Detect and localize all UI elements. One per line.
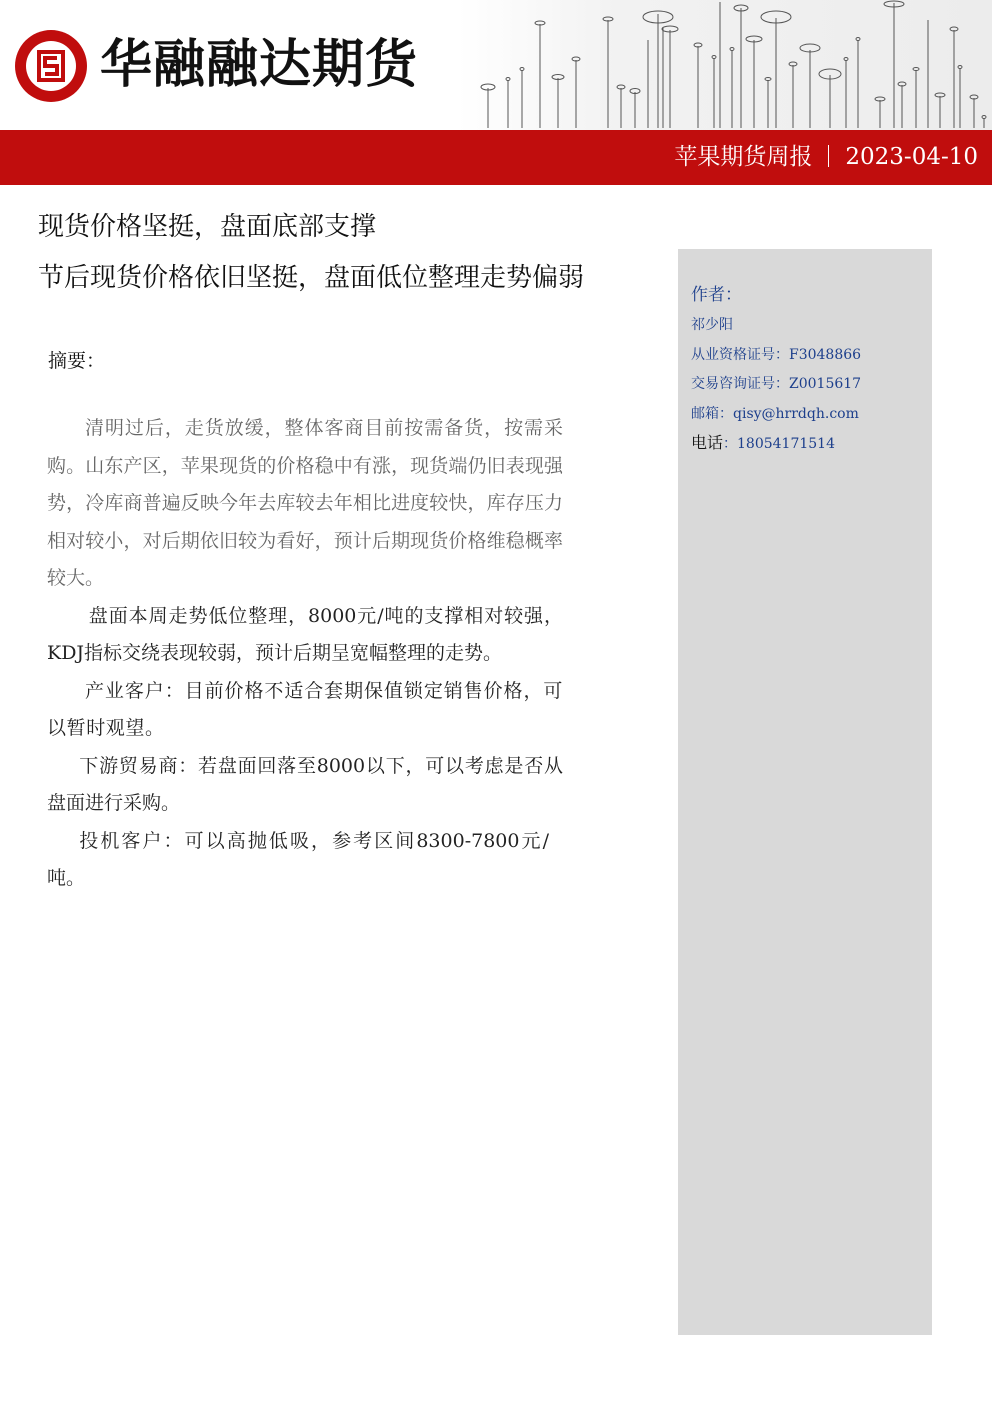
report-type: 苹果期货周报 (674, 144, 813, 170)
summary-body (47, 410, 563, 898)
summary-paragraph: 清明过后，走货放缓，整体客商目前按需备货，按需采购。山东产区，苹果现货的价格稳中有涨，现货端仍旧表现强势，冷库商普遍反映今年去库较去年相比进度较快，库存压力相对较小，对后期依旧较为看好，预计后期现货价格维稳概率较大。 (47, 417, 563, 589)
author-label: 作者： (691, 285, 742, 305)
author-name: 祁少阳 (691, 317, 733, 333)
headline-title: 现货价格坚挺，盘面底部支撑 (38, 212, 377, 242)
report-date: 2023-04-10 (845, 144, 978, 170)
author-email: 邮箱：qisy@hrrdqh.com (691, 406, 859, 422)
author-consulting-cert: 交易咨询证号：Z0015617 (691, 376, 862, 392)
author-qualification: 从业资格证号：F3048866 (691, 347, 862, 363)
summary-paragraph: 投机客户：可以高抛低吸，参考区间8300-7800元/吨。 (47, 829, 549, 889)
author-phone-value: ：18054171514 (723, 436, 835, 452)
report-title-bar (0, 130, 992, 185)
report-header (0, 0, 992, 130)
summary-paragraph: 产业客户：目前价格不适合套期保值锁定销售价格，可以暂时观望。 (47, 679, 563, 739)
summary-paragraph: 下游贸易商：若盘面回落至8000以下，可以考虑是否从盘面进行采购。 (47, 754, 563, 814)
summary-label: 摘要： (48, 350, 106, 372)
decorative-lines-graphic (458, 0, 992, 130)
title-divider (828, 145, 829, 167)
headline-subtitle: 节后现货价格依旧坚挺，盘面低位整理走势偏弱 (38, 263, 585, 293)
author-phone-label: 电话 (691, 433, 724, 452)
hrrd-logo-icon (12, 27, 90, 105)
author-phone (691, 432, 835, 455)
author-sidebar (678, 249, 932, 1335)
summary-paragraph: 盘面本周走势低位整理，8000元/吨的支撑相对较强，KDJ指标交绕表现较弱，预计后期呈宽幅整理的走势。 (47, 604, 563, 664)
brand-name: 华融融达期货 (100, 35, 419, 95)
